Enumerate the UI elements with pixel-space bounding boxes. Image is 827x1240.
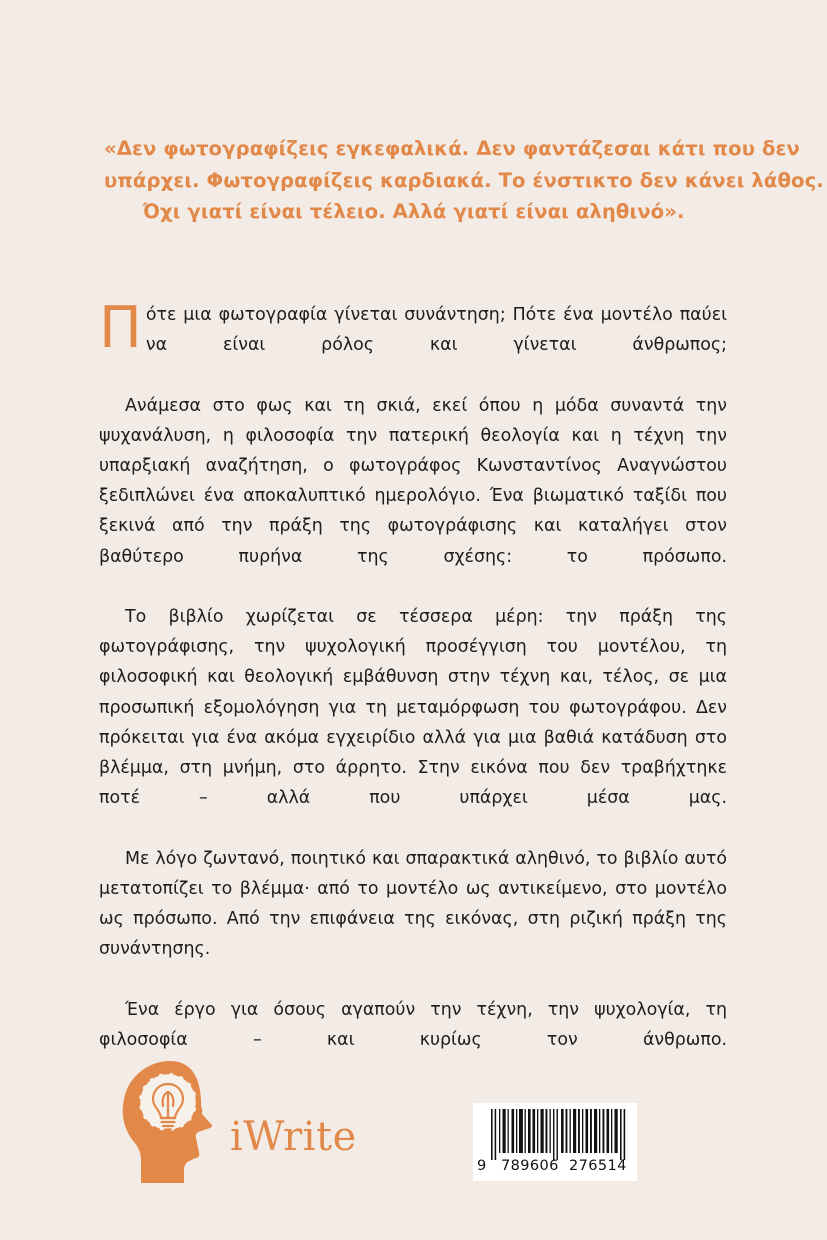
publisher-name: iWrite (230, 1114, 357, 1160)
pull-quote (104, 133, 824, 228)
pull-quote-line-3: Όχι γιατί είναι τέλειο. Αλλά γιατί είναι αληθινό». (142, 200, 685, 223)
blurb-paragraph-1-text: ότε μια φωτογραφία γίνεται συνάντηση; Πότε ένα μοντέλο παύει να είναι ρόλος και γίνεται άνθρωπος; (145, 305, 727, 356)
barcode-right-group: 276514 (569, 1158, 627, 1174)
barcode-lead-digit: 9 (477, 1158, 487, 1174)
blurb-text (99, 295, 727, 1085)
barcode-number (473, 1158, 637, 1178)
head-profile-lightbulb-icon (118, 1058, 230, 1183)
pull-quote-line-2: υπάρχει. Φωτογραφίζεις καρδιακά. Το ένστικτο δεν κάνει λάθος. (104, 168, 824, 192)
barcode-left-group: 789606 (501, 1158, 559, 1174)
blurb-paragraph-3: Το βιβλίο χωρίζεται σε τέσσερα μέρη: την πράξη της φωτογράφισης, την ψυχολογική προσέγγιση του μοντέλου, τη φιλοσοφική και θεολογική εμβάθυνση στην τέχνη και, τέλος, σε μια προσωπική εξομολόγηση για τη μεταμόρφωση του φωτογράφου. Δεν πρόκειται για ένα ακόμα εγχειρίδιο αλλά για μια βαθιά κατάδυση στο βλέμμα, στη μνήμη, στο άρρητο. Στην εικόνα που δεν τραβήχτηκε ποτέ – αλλά που υπάρχει μέσα μας. (99, 607, 727, 809)
drop-cap: Π (99, 295, 142, 361)
blurb-paragraph-1 (99, 295, 727, 391)
publisher-logo (118, 1058, 357, 1183)
blurb-paragraph-5: Ένα έργο για όσους αγαπούν την τέχνη, την ψυχολογία, τη φιλοσοφία – και κυρίως τον άνθρωπο. (99, 999, 727, 1050)
barcode-bars (473, 1109, 637, 1160)
pull-quote-line-1: «Δεν φωτογραφίζεις εγκεφαλικά. Δεν φαντάζεσαι κάτι που δεν (104, 137, 800, 160)
blurb-paragraph-2: Ανάμεσα στο φως και τη σκιά, εκεί όπου η μόδα συναντά την ψυχανάλυση, η φιλοσοφία την πατερική θεολογία και η τέχνη την υπαρξιακή αναζήτηση, ο φωτογράφος Κωνσταντίνος Αναγνώστου ξεδιπλώνει ένα αποκαλυπτικό ημερολόγιο. Ένα βιωματικό ταξίδι που ξεκινά από την πράξη της φωτογράφισης και καταλήγει στον βαθύτερο πυρήνα της σχέσης: το πρόσωπο. (99, 395, 727, 567)
isbn-barcode (473, 1103, 637, 1181)
blurb-paragraph-4: Με λόγο ζωντανό, ποιητικό και σπαρακτικά αληθινό, το βιβλίο αυτό μετατοπίζει το βλέμμα· από το μοντέλο ως αντικείμενο, στο μοντέλο ως πρόσωπο. Από την επιφάνεια της εικόνας, στη ριζική πράξη της συνάντησης. (99, 848, 727, 960)
